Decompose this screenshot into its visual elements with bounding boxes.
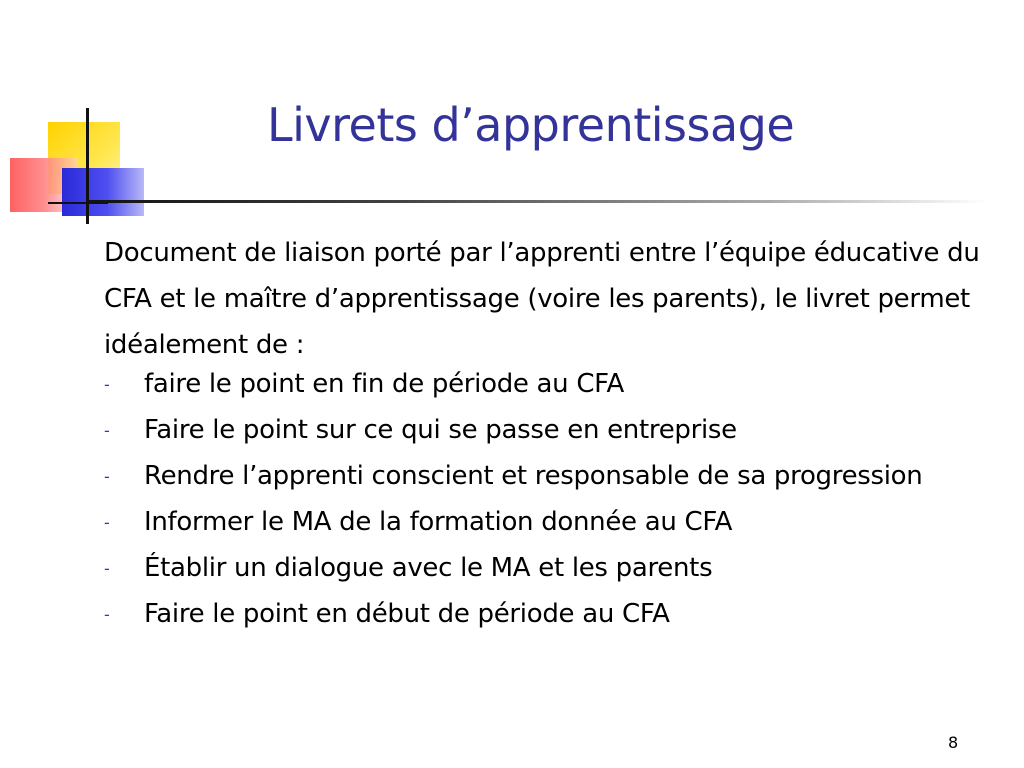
bullet-item — [100, 414, 980, 447]
page-number: 8 — [948, 733, 959, 752]
dash-bullet-icon: - — [104, 421, 110, 440]
bullet-item — [100, 506, 980, 539]
intro-paragraph: Document de liaison porté par l’apprenti entre l’équipe éducative du CFA et le maître d’apprentissage (voire les parents), le livret permet idéalement de : — [104, 238, 980, 360]
bullet-item — [100, 368, 980, 401]
bullet-item — [100, 598, 980, 631]
bullet-text: Rendre l’apprenti conscient et responsable de sa progression — [144, 461, 923, 491]
bullet-text: Établir un dialogue avec le MA et les parents — [144, 553, 713, 583]
bullet-text: Faire le point sur ce qui se passe en entreprise — [144, 415, 737, 445]
bullet-text: faire le point en fin de période au CFA — [144, 369, 624, 399]
dash-bullet-icon: - — [104, 375, 110, 394]
slide-title: Livrets d’apprentissage — [267, 98, 795, 152]
bullet-item — [100, 460, 980, 493]
bullet-list — [100, 368, 980, 644]
dash-bullet-icon: - — [104, 467, 110, 486]
bullet-text: Faire le point en début de période au CFA — [144, 599, 670, 629]
bullet-item — [100, 552, 980, 585]
title-divider — [88, 200, 988, 203]
dash-bullet-icon: - — [104, 605, 110, 624]
bullet-text: Informer le MA de la formation donnée au CFA — [144, 507, 733, 537]
logo-vertical-line — [86, 108, 89, 224]
decorative-squares-logo — [0, 100, 160, 230]
dash-bullet-icon: - — [104, 513, 110, 532]
blue-square — [62, 168, 144, 216]
dash-bullet-icon: - — [104, 559, 110, 578]
